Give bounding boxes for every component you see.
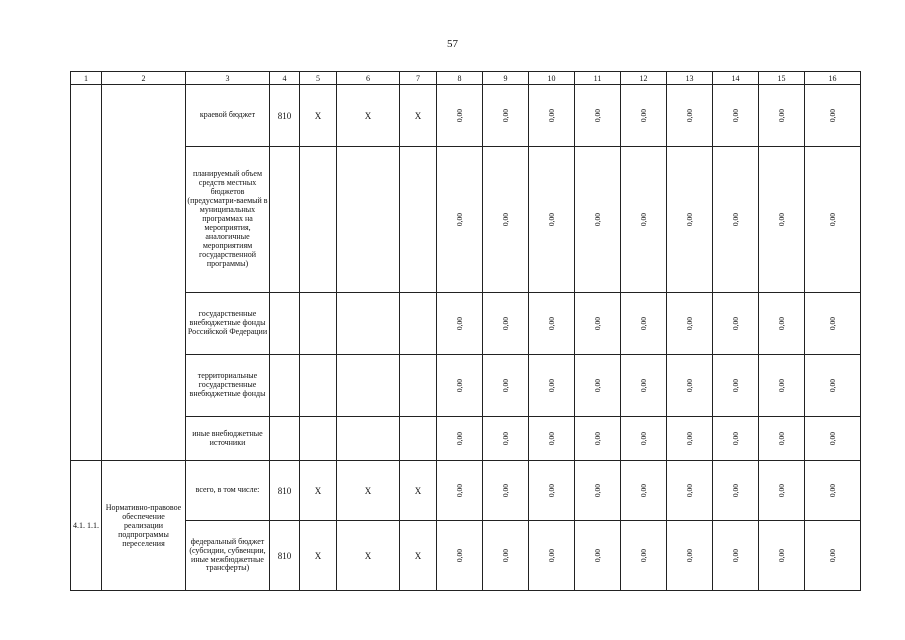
budget-code: 810 bbox=[270, 521, 300, 591]
value-cell-16: 0,00 bbox=[805, 521, 861, 591]
value-cell-14: 0,00 bbox=[713, 461, 759, 521]
mark-cell-6 bbox=[337, 293, 400, 355]
value-cell-13: 0,00 bbox=[667, 85, 713, 147]
column-header-10: 10 bbox=[529, 72, 575, 85]
value-cell-8: 0,00 bbox=[437, 293, 483, 355]
value-cell-11: 0,00 bbox=[575, 85, 621, 147]
page-number: 57 bbox=[447, 38, 458, 50]
table-row bbox=[71, 417, 861, 461]
value-cell-14: 0,00 bbox=[713, 147, 759, 293]
mark-cell-5: X bbox=[300, 461, 337, 521]
value-cell-16: 0,00 bbox=[805, 293, 861, 355]
value-cell-10: 0,00 bbox=[529, 85, 575, 147]
funding-source: иные внебюджетные источники bbox=[186, 417, 270, 461]
value-cell-15: 0,00 bbox=[759, 147, 805, 293]
value-cell-8: 0,00 bbox=[437, 417, 483, 461]
value-cell-15: 0,00 bbox=[759, 521, 805, 591]
value-cell-8: 0,00 bbox=[437, 147, 483, 293]
value-cell-11: 0,00 bbox=[575, 147, 621, 293]
value-cell-13: 0,00 bbox=[667, 355, 713, 417]
funding-source: государственные внебюджетные фонды Российской Федерации bbox=[186, 293, 270, 355]
value-cell-11: 0,00 bbox=[575, 521, 621, 591]
mark-cell-7 bbox=[400, 293, 437, 355]
mark-cell-5 bbox=[300, 417, 337, 461]
value-cell-8: 0,00 bbox=[437, 461, 483, 521]
value-cell-12: 0,00 bbox=[621, 417, 667, 461]
mark-cell-5 bbox=[300, 293, 337, 355]
column-header-6: 6 bbox=[337, 72, 400, 85]
value-cell-10: 0,00 bbox=[529, 355, 575, 417]
value-cell-12: 0,00 bbox=[621, 293, 667, 355]
mark-cell-6 bbox=[337, 355, 400, 417]
budget-table bbox=[70, 71, 861, 591]
column-header-2: 2 bbox=[102, 72, 186, 85]
column-header-8: 8 bbox=[437, 72, 483, 85]
value-cell-11: 0,00 bbox=[575, 355, 621, 417]
mark-cell-6: X bbox=[337, 461, 400, 521]
row-name: Нормативно-правовое обеспечение реализации подпрограммы переселения bbox=[102, 461, 186, 591]
value-cell-15: 0,00 bbox=[759, 85, 805, 147]
mark-cell-7 bbox=[400, 147, 437, 293]
table-row bbox=[71, 461, 861, 521]
budget-code bbox=[270, 355, 300, 417]
table-row bbox=[71, 355, 861, 417]
value-cell-15: 0,00 bbox=[759, 355, 805, 417]
value-cell-9: 0,00 bbox=[483, 293, 529, 355]
mark-cell-6: X bbox=[337, 521, 400, 591]
value-cell-15: 0,00 bbox=[759, 293, 805, 355]
header-row bbox=[71, 72, 861, 85]
row-number-cell bbox=[71, 85, 102, 461]
mark-cell-6 bbox=[337, 417, 400, 461]
budget-code bbox=[270, 417, 300, 461]
value-cell-9: 0,00 bbox=[483, 355, 529, 417]
value-cell-12: 0,00 bbox=[621, 461, 667, 521]
budget-code bbox=[270, 293, 300, 355]
value-cell-11: 0,00 bbox=[575, 461, 621, 521]
value-cell-13: 0,00 bbox=[667, 147, 713, 293]
value-cell-16: 0,00 bbox=[805, 85, 861, 147]
column-header-14: 14 bbox=[713, 72, 759, 85]
funding-source: всего, в том числе: bbox=[186, 461, 270, 521]
row-number: 4.1. 1.1. bbox=[71, 461, 102, 591]
budget-code: 810 bbox=[270, 461, 300, 521]
mark-cell-7 bbox=[400, 417, 437, 461]
budget-code: 810 bbox=[270, 85, 300, 147]
value-cell-16: 0,00 bbox=[805, 417, 861, 461]
value-cell-11: 0,00 bbox=[575, 417, 621, 461]
table-row bbox=[71, 521, 861, 591]
column-header-16: 16 bbox=[805, 72, 861, 85]
column-header-15: 15 bbox=[759, 72, 805, 85]
funding-source: территориальные государственные внебюджетные фонды bbox=[186, 355, 270, 417]
value-cell-13: 0,00 bbox=[667, 293, 713, 355]
value-cell-11: 0,00 bbox=[575, 293, 621, 355]
mark-cell-7: X bbox=[400, 85, 437, 147]
value-cell-13: 0,00 bbox=[667, 461, 713, 521]
mark-cell-5 bbox=[300, 355, 337, 417]
mark-cell-5: X bbox=[300, 521, 337, 591]
value-cell-15: 0,00 bbox=[759, 417, 805, 461]
mark-cell-7 bbox=[400, 355, 437, 417]
value-cell-8: 0,00 bbox=[437, 355, 483, 417]
column-header-7: 7 bbox=[400, 72, 437, 85]
column-header-5: 5 bbox=[300, 72, 337, 85]
mark-cell-6 bbox=[337, 147, 400, 293]
mark-cell-7: X bbox=[400, 461, 437, 521]
value-cell-10: 0,00 bbox=[529, 461, 575, 521]
value-cell-13: 0,00 bbox=[667, 521, 713, 591]
value-cell-14: 0,00 bbox=[713, 355, 759, 417]
value-cell-14: 0,00 bbox=[713, 417, 759, 461]
value-cell-14: 0,00 bbox=[713, 521, 759, 591]
value-cell-10: 0,00 bbox=[529, 147, 575, 293]
value-cell-9: 0,00 bbox=[483, 417, 529, 461]
table-row bbox=[71, 147, 861, 293]
value-cell-16: 0,00 bbox=[805, 355, 861, 417]
value-cell-12: 0,00 bbox=[621, 521, 667, 591]
column-header-4: 4 bbox=[270, 72, 300, 85]
value-cell-14: 0,00 bbox=[713, 293, 759, 355]
mark-cell-5 bbox=[300, 147, 337, 293]
value-cell-14: 0,00 bbox=[713, 85, 759, 147]
value-cell-8: 0,00 bbox=[437, 85, 483, 147]
mark-cell-7: X bbox=[400, 521, 437, 591]
funding-source: планируемый объем средств местных бюджетов (предусматри-ваемый в муниципальных программах на мероприятия, аналогичные мероприятиям государственной программы) bbox=[186, 147, 270, 293]
value-cell-9: 0,00 bbox=[483, 147, 529, 293]
value-cell-12: 0,00 bbox=[621, 147, 667, 293]
row-name-cell bbox=[102, 85, 186, 461]
value-cell-9: 0,00 bbox=[483, 461, 529, 521]
value-cell-8: 0,00 bbox=[437, 521, 483, 591]
budget-code bbox=[270, 147, 300, 293]
funding-source: федеральный бюджет (субсидии, субвенции, иные межбюджетные трансферты) bbox=[186, 521, 270, 591]
column-header-9: 9 bbox=[483, 72, 529, 85]
column-header-3: 3 bbox=[186, 72, 270, 85]
value-cell-10: 0,00 bbox=[529, 417, 575, 461]
value-cell-10: 0,00 bbox=[529, 293, 575, 355]
mark-cell-6: X bbox=[337, 85, 400, 147]
value-cell-16: 0,00 bbox=[805, 461, 861, 521]
value-cell-12: 0,00 bbox=[621, 355, 667, 417]
column-header-12: 12 bbox=[621, 72, 667, 85]
column-header-11: 11 bbox=[575, 72, 621, 85]
value-cell-16: 0,00 bbox=[805, 147, 861, 293]
funding-source: краевой бюджет bbox=[186, 85, 270, 147]
column-header-13: 13 bbox=[667, 72, 713, 85]
value-cell-9: 0,00 bbox=[483, 85, 529, 147]
column-header-1: 1 bbox=[71, 72, 102, 85]
mark-cell-5: X bbox=[300, 85, 337, 147]
table-row bbox=[71, 85, 861, 147]
value-cell-15: 0,00 bbox=[759, 461, 805, 521]
value-cell-9: 0,00 bbox=[483, 521, 529, 591]
value-cell-13: 0,00 bbox=[667, 417, 713, 461]
value-cell-12: 0,00 bbox=[621, 85, 667, 147]
table-row bbox=[71, 293, 861, 355]
value-cell-10: 0,00 bbox=[529, 521, 575, 591]
